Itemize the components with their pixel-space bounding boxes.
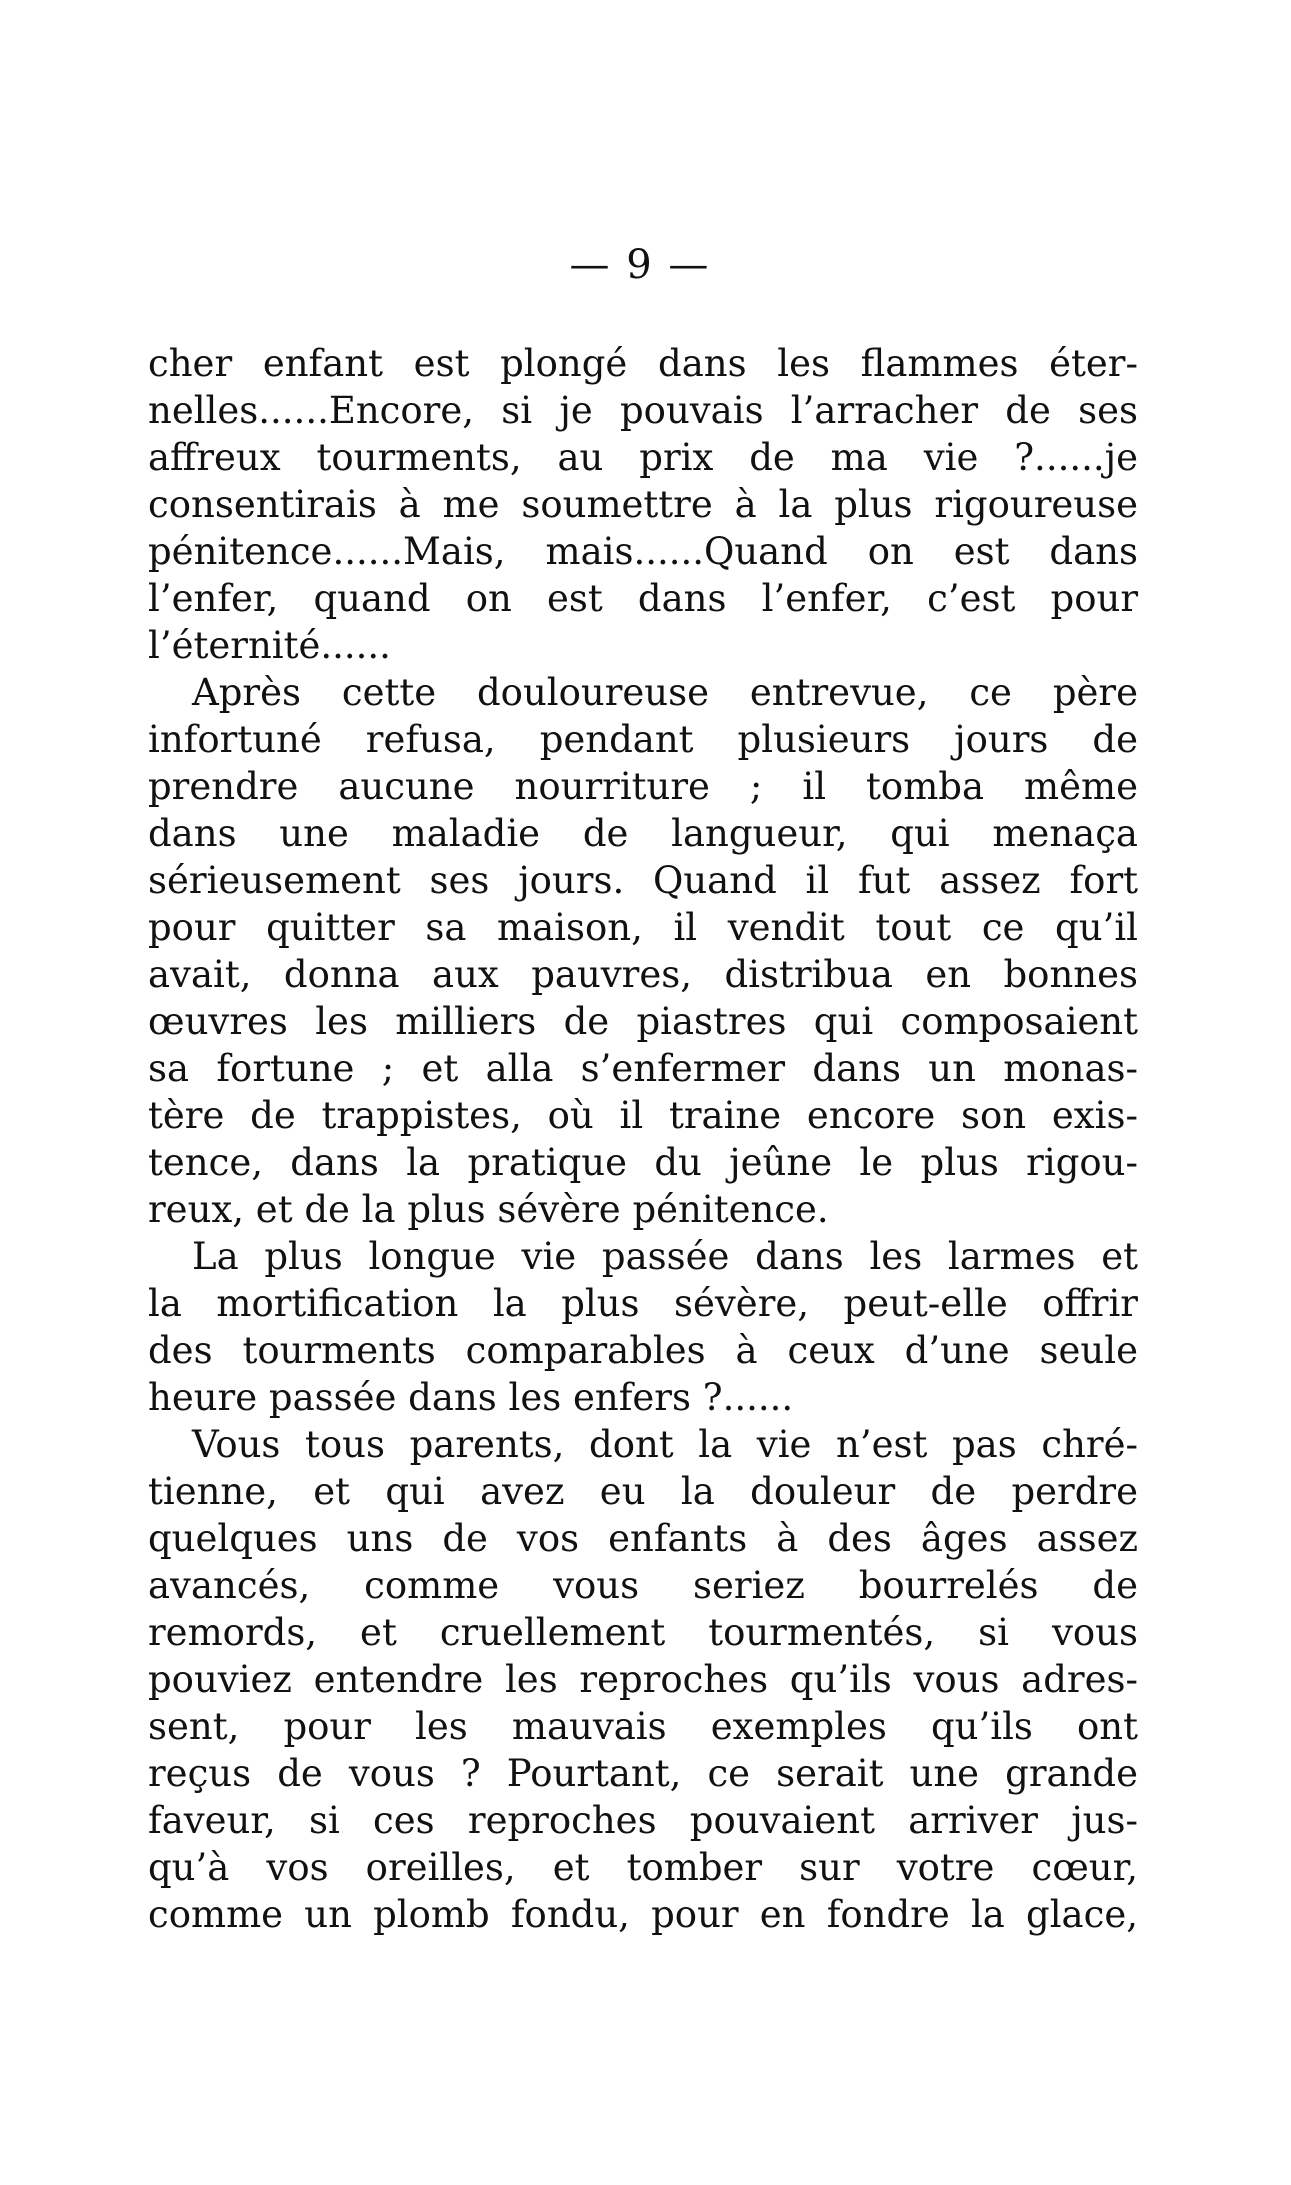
- text-line: œuvres les milliers de piastres qui composaient: [148, 1000, 1138, 1043]
- text-line: infortuné refusa, pendant plusieurs jours de: [148, 718, 1138, 761]
- text-line: tienne, et qui avez eu la douleur de perdre: [148, 1470, 1138, 1513]
- text-line: reux, et de la plus sévère pénitence.: [148, 1188, 829, 1231]
- text-line: cher enfant est plongé dans les flammes éter-: [148, 342, 1138, 385]
- text-line: quelques uns de vos enfants à des âges assez: [148, 1517, 1138, 1560]
- text-line: avait, donna aux pauvres, distribua en bonnes: [148, 953, 1138, 996]
- text-line: sa fortune ; et alla s’enfermer dans un monas-: [148, 1047, 1138, 1090]
- text-line: reçus de vous ? Pourtant, ce serait une grande: [148, 1752, 1138, 1795]
- text-line: l’éternité......: [148, 624, 391, 667]
- text-line: consentirais à me soumettre à la plus rigoureuse: [148, 483, 1138, 526]
- text-line: l’enfer, quand on est dans l’enfer, c’est pour: [148, 577, 1138, 620]
- text-line: faveur, si ces reproches pouvaient arriver jus-: [148, 1799, 1138, 1842]
- text-line: dans une maladie de langueur, qui menaça: [148, 812, 1138, 855]
- text-line: des tourments comparables à ceux d’une seule: [148, 1329, 1138, 1372]
- paragraph-start-line: Vous tous parents, dont la vie n’est pas chré-: [192, 1423, 1138, 1466]
- text-line: prendre aucune nourriture ; il tomba même: [148, 765, 1138, 808]
- text-line: pour quitter sa maison, il vendit tout ce qu’il: [148, 906, 1138, 949]
- text-line: nelles......Encore, si je pouvais l’arracher de ses: [148, 389, 1138, 432]
- text-line: qu’à vos oreilles, et tomber sur votre cœur,: [148, 1846, 1138, 1889]
- text-line: remords, et cruellement tourmentés, si vous: [148, 1611, 1138, 1654]
- page-number: — 9 —: [569, 242, 711, 288]
- text-line: la mortification la plus sévère, peut-elle offrir: [148, 1282, 1138, 1325]
- paragraph-start-line: Après cette douloureuse entrevue, ce père: [192, 671, 1138, 714]
- body-text: [148, 340, 1138, 1938]
- text-line: sent, pour les mauvais exemples qu’ils ont: [148, 1705, 1138, 1748]
- paragraph-start-line: La plus longue vie passée dans les larmes et: [192, 1235, 1138, 1278]
- text-line: comme un plomb fondu, pour en fondre la glace,: [148, 1893, 1138, 1936]
- text-line: affreux tourments, au prix de ma vie ?......je: [148, 436, 1138, 479]
- text-line: pouviez entendre les reproches qu’ils vous adres-: [148, 1658, 1138, 1701]
- text-line: heure passée dans les enfers ?......: [148, 1376, 794, 1419]
- text-line: avancés, comme vous seriez bourrelés de: [148, 1564, 1138, 1607]
- text-line: pénitence......Mais, mais......Quand on est dans: [148, 530, 1138, 573]
- text-line: tence, dans la pratique du jeûne le plus rigou-: [148, 1141, 1138, 1184]
- text-line: sérieusement ses jours. Quand il fut assez fort: [148, 859, 1138, 902]
- text-line: tère de trappistes, où il traine encore son exis-: [148, 1094, 1138, 1137]
